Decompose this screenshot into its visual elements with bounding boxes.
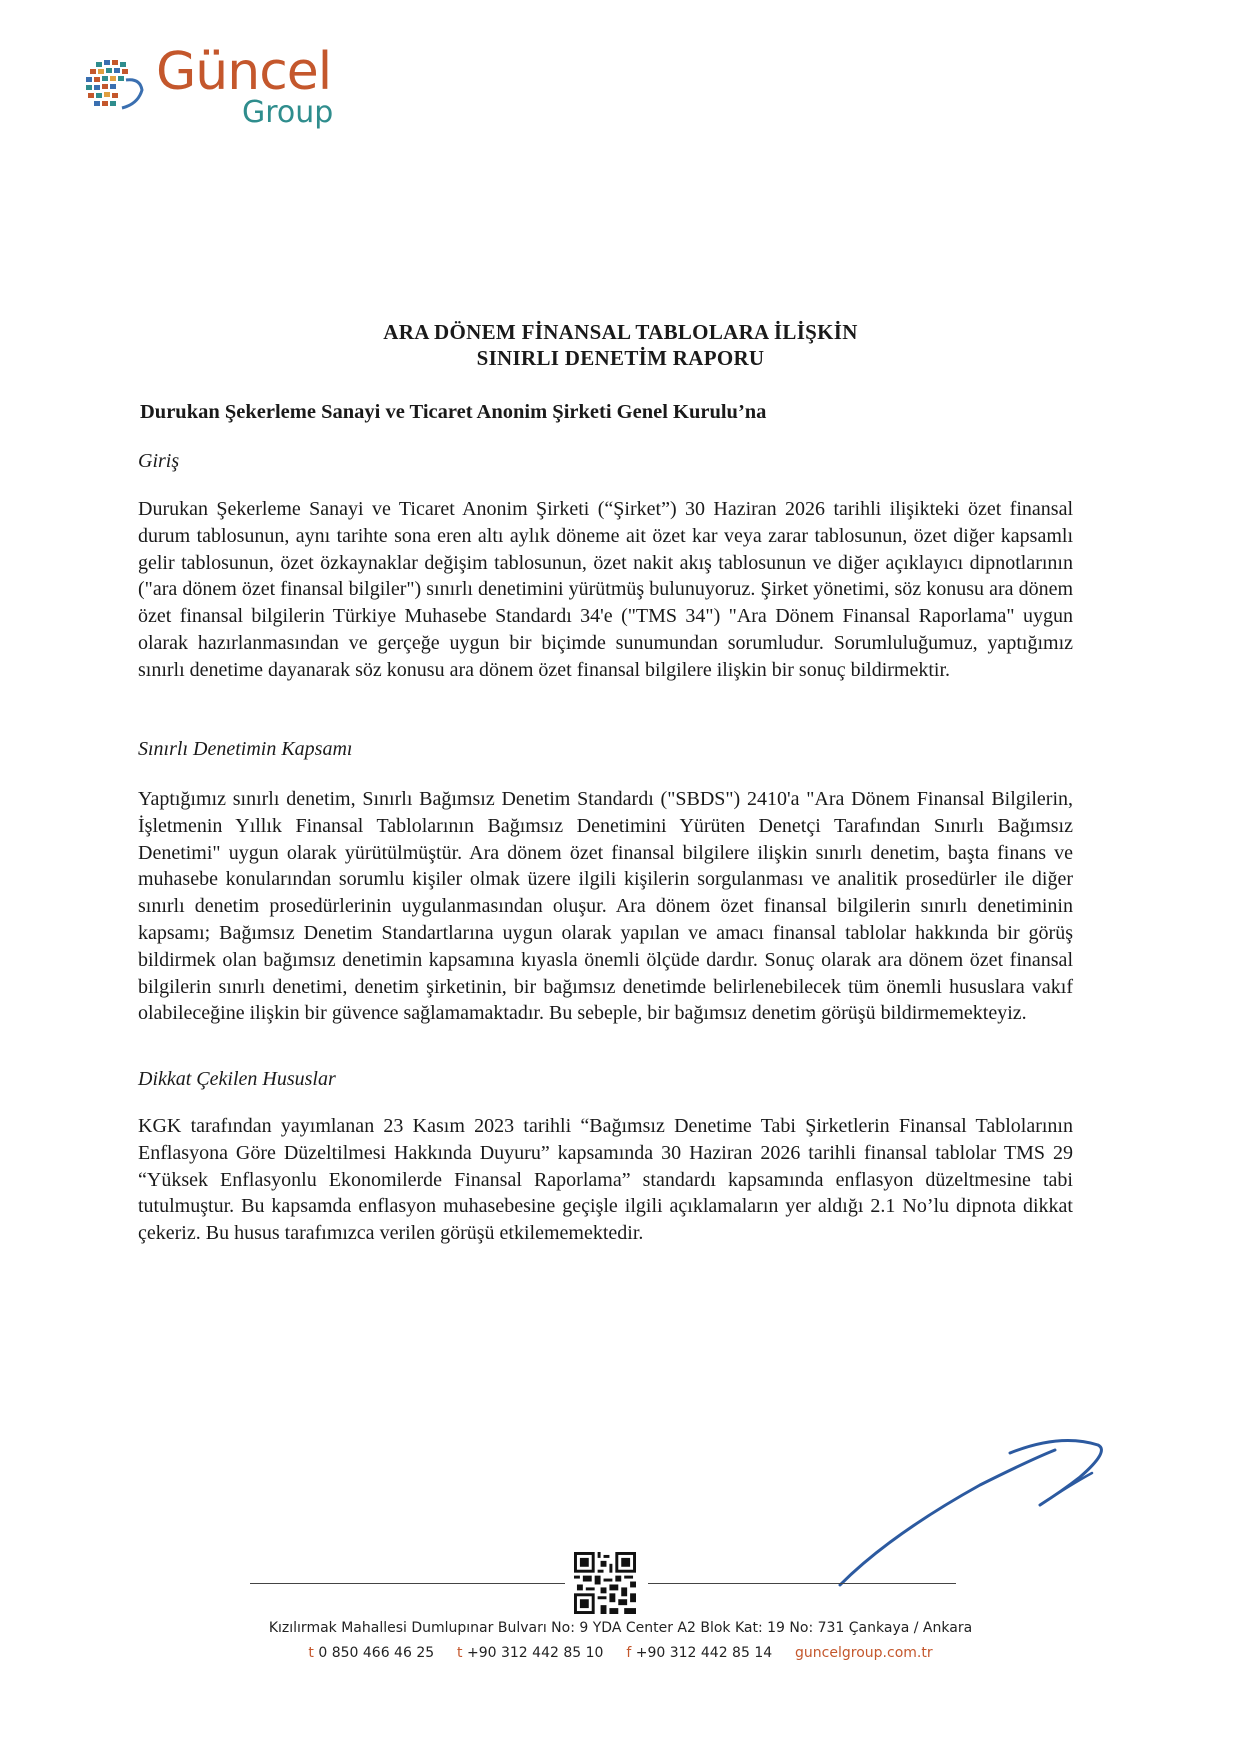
- footer-divider-left: [250, 1583, 565, 1584]
- logo-subtitle: Group: [242, 95, 334, 130]
- website-link[interactable]: guncelgroup.com.tr: [795, 1645, 933, 1661]
- globe-logo-icon: [82, 56, 146, 116]
- footer-divider-right: [648, 1583, 956, 1584]
- section-heading-giris: Giriş: [138, 450, 180, 472]
- paragraph-kapsam: Yaptığımız sınırlı denetim, Sınırlı Bağımsız Denetim Standardı ("SBDS") 2410'a "Ara Dönem Finansal Bilgilerin, İşletmenin Yıllık Finansal Tablolarının Bağımsız Denetimini Yürüten Denetçi Tarafından Sınırlı Bağımsız Denetimi" uygun olarak yürütülmüştür. Ara dönem özet finansal bilgilere ilişkin sınırlı denetim, başta finans ve muhasebe konularından sorumlu kişiler olmak üzere ilgili kişilerin sorgulanması ve analitik prosedürler ile diğer sınırlı denetim prosedürlerinin uygulanmasından oluşur. Ara dönem özet finansal bilgilerin sınırlı denetiminin kapsamı; Bağımsız Denetim Standartlarına uygun olarak yapılan ve amacı finansal tablolar hakkında bir görüş bildirmek olan bağımsız denetimin kapsamına kıyasla önemli ölçüde dardır. Sonuç olarak ara dönem özet finansal bilgilerin sınırlı denetimi, denetim şirketinin, bir bağımsız denetimde belirlenebilecek tüm önemli hususlara vakıf olabileceğine ilişkin bir güvence sağlamamaktadır. Bu sebeple, bir bağımsız denetim görüşü bildirmemekteyiz.: [138, 788, 1073, 1025]
- paragraph-giris: Durukan Şekerleme Sanayi ve Ticaret Anonim Şirketi (“Şirket”) 30 Haziran 2026 tarihli ilişikteki özet finansal durum tablosunun, aynı tarihte sona eren altı aylık döneme ait özet kar veya zarar tablosunun, özet diğer kapsamlı gelir tablosunun, özet özkaynaklar değişim tablosunun, özet nakit akış tablosunun ve diğer açıklayıcı dipnotlarının ("ara dönem özet finansal bilgiler") sınırlı denetimini yürütmüş bulunuyoruz. Şirket yönetimi, söz konusu ara dönem özet finansal bilgilerin Türkiye Muhasebe Standardı 34'e ("TMS 34") "Ara Dönem Finansal Raporlama" uygun olarak hazırlanmasından ve gerçeğe uygun bir biçimde sunumundan sorumludur. Sorumluluğumuz, yaptığımız sınırlı denetime dayanarak söz konusu ara dönem özet finansal bilgilere ilişkin bir sonuç bildirmektir.: [138, 498, 1073, 681]
- addressee: Durukan Şekerleme Sanayi ve Ticaret Anonim Şirketi Genel Kurulu’na: [140, 401, 767, 423]
- signature: [830, 1425, 1110, 1595]
- phone2[interactable]: +90 312 442 85 10: [467, 1645, 604, 1661]
- phone1-label: t: [308, 1645, 314, 1661]
- logo-wordmark: Güncel: [156, 42, 332, 102]
- phone2-label: t: [457, 1645, 463, 1661]
- qr-code-icon: [574, 1552, 636, 1614]
- fax-label: f: [626, 1645, 632, 1661]
- paragraph-dikkat: KGK tarafından yayımlanan 23 Kasım 2023 tarihli “Bağımsız Denetime Tabi Şirketlerin Finansal Tablolarının Enflasyona Göre Düzeltilmesi Hakkında Duyuru” kapsamında 30 Haziran 2026 tarihli finansal tablolar TMS 29 “Yüksek Enflasyonlu Ekonomilerde Finansal Raporlama” standardı kapsamında enflasyon düzeltmesine tabi tutulmuştur. Bu kapsamda enflasyon muhasebesine geçişle ilgili açıklamaların yer aldığı 2.1 No’lu dipnota dikkat çekeriz. Bu husus tarafımızca verilen görüşü etkilememektedir.: [138, 1115, 1073, 1245]
- company-logo: [82, 42, 352, 142]
- section-heading-dikkat: Dikkat Çekilen Hususlar: [138, 1068, 336, 1090]
- footer-address: Kızılırmak Mahallesi Dumlupınar Bulvarı No: 9 YDA Center A2 Blok Kat: 19 No: 731 Çankaya / Ankara: [268, 1620, 973, 1636]
- phone1[interactable]: 0 850 466 46 25: [318, 1645, 435, 1661]
- fax: +90 312 442 85 14: [635, 1645, 773, 1661]
- section-heading-kapsam: Sınırlı Denetimin Kapsamı: [138, 738, 353, 760]
- footer-contacts: [0, 1645, 1241, 1661]
- report-title-line1: ARA DÖNEM FİNANSAL TABLOLARA İLİŞKİN: [383, 320, 858, 344]
- report-title-line2: SINIRLI DENETİM RAPORU: [476, 346, 765, 370]
